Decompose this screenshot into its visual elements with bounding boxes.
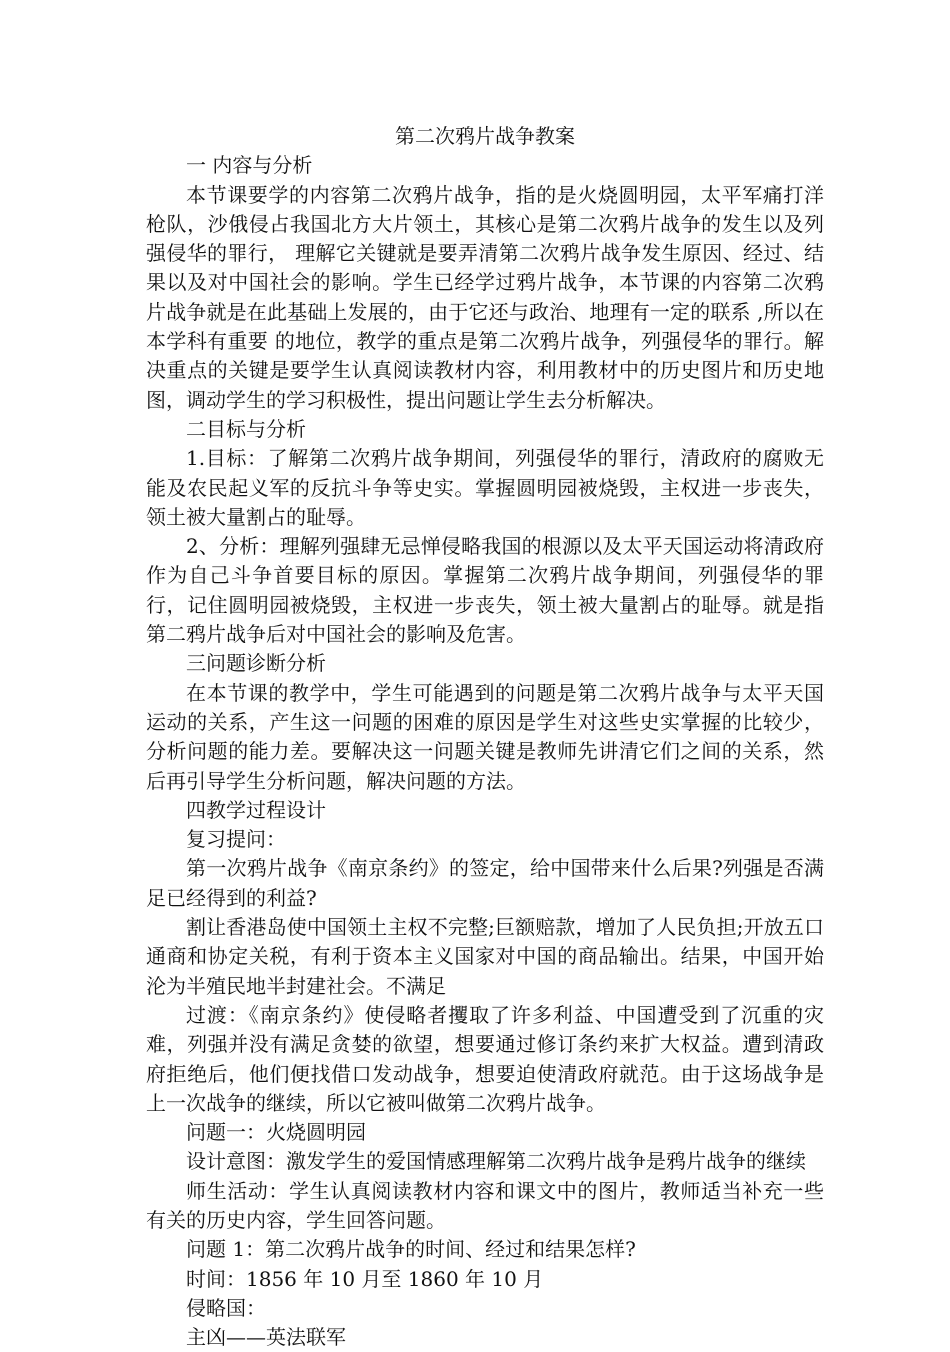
paragraph-transition: 过渡：《南京条约》使侵略者攫取了许多利益、中国遭受到了沉重的灾难，列强并没有满足贪婪的欲望，想要通过修订条约来扩大权益。遭到清政府拒绝后，他们便找借口发动战争，想要迫使清政府就范。由于这场战争是上一次战争的继续，所以它被叫做第二次鸦片战争。 [146, 1002, 824, 1115]
paragraph-diagnosis: 在本节课的教学中，学生可能遇到的问题是第二次鸦片战争与太平天国运动的关系，产生这一问题的困难的原因是学生对这些史实掌握的比较少，分析问题的能力差。要解决这一问题关键是教师先讲清它们之间的关系，然后再引导学生分析问题，解决问题的方法。 [146, 680, 824, 793]
section-heading-diagnosis: 三问题诊断分析 [186, 651, 326, 676]
paragraph-design-intent: 设计意图：激发学生的爱国情感理解第二次鸦片战争是鸦片战争的继续 [186, 1149, 806, 1174]
section-heading-content-analysis: 一 内容与分析 [186, 153, 313, 178]
paragraph-review-answer: 割让香港岛使中国领土主权不完整;巨额赔款，增加了人民负担;开放五口通商和协定关税，有利于资本主义国家对中国的商品输出。结果，中国开始沦为半殖民地半封建社会。不满足 [146, 915, 824, 998]
document-title: 第二次鸦片战争教案 [395, 124, 575, 148]
paragraph-review-question: 第一次鸦片战争《南京条约》的签定，给中国带来什么后果?列强是否满足已经得到的利益? [146, 856, 824, 910]
paragraph-main-culprit: 主凶——英法联军 [186, 1325, 346, 1350]
document-blocks [146, 151, 824, 1352]
paragraph-goal-1: 1.目标：了解第二次鸦片战争期间，列强侵华的罪行，清政府的腐败无能及农民起义军的反抗斗争等史实。掌握圆明园被烧毁，主权进一步丧失，领土被大量割占的耻辱。 [146, 446, 824, 529]
document-body [146, 122, 824, 1352]
paragraph-problem-one: 问题一：火烧圆明园 [186, 1120, 366, 1145]
paragraph-review-label: 复习提问： [186, 827, 286, 852]
paragraph-content-analysis: 本节课要学的内容第二次鸦片战争，指的是火烧圆明园，太平军痛打洋枪队，沙俄侵占我国北方大片领土，其核心是第二次鸦片战争的发生以及列强侵华的罪行， 理解它关键就是要弄清第二次鸦片战争发生原因、经过、结果以及对中国社会的影响。学生已经学过鸦片战争，本节课的内容第二次鸦片战争就是在此基础上发展的，由于它还与政治、地理有一定的联系 ,所以在本学科有重要 的地位，教学的重点是第二次鸦片战争，列强侵华的罪行。解决重点的关键是要学生认真阅读教材内容，利用教材中的历史图片和历史地图，调动学生的学习积极性，提出问题让学生去分析解决。 [146, 182, 824, 412]
paragraph-question-1: 问题 1：第二次鸦片战争的时间、经过和结果怎样? [186, 1237, 636, 1262]
paragraph-goal-2: 2、分析：理解列强肆无忌惮侵略我国的根源以及太平天国运动将清政府作为自己斗争首要目标的原因。掌握第二次鸦片战争期间，列强侵华的罪行，记住圆明园被烧毁，主权进一步丧失，领土被大量割占的耻辱。就是指第二鸦片战争后对中国社会的影响及危害。 [146, 534, 824, 647]
paragraph-time: 时间：1856 年 10 月至 1860 年 10 月 [186, 1266, 544, 1291]
paragraph-aggressors: 侵略国： [186, 1295, 266, 1320]
section-heading-process: 四教学过程设计 [186, 797, 326, 822]
section-heading-goals: 二目标与分析 [186, 416, 306, 441]
paragraph-activity: 师生活动：学生认真阅读教材内容和课文中的图片，教师适当补充一些有关的历史内容，学生回答问题。 [146, 1178, 824, 1232]
